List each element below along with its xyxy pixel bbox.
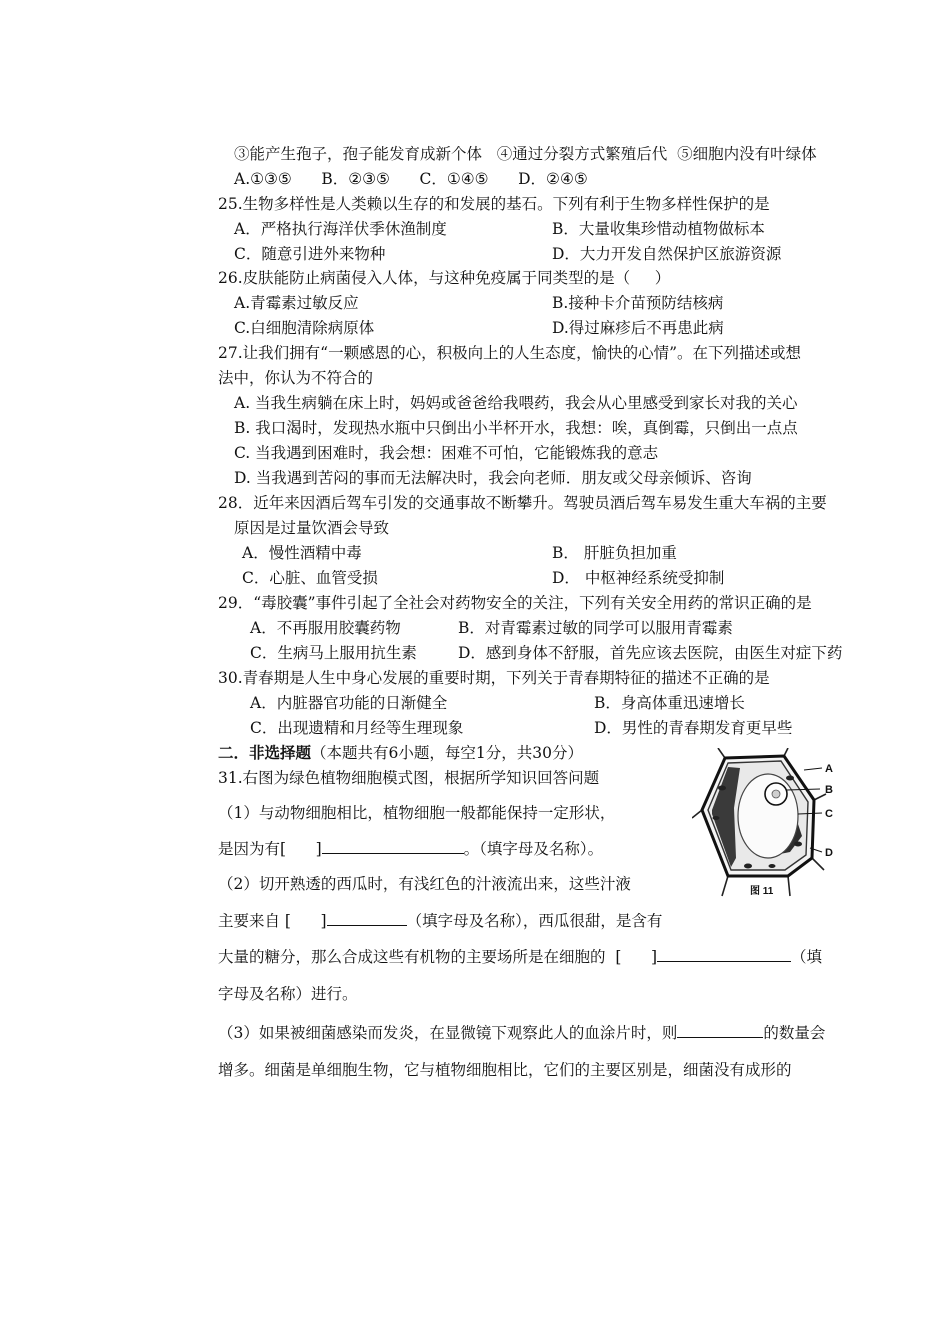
q28-option-b: B． 肝脏负担加重 (552, 544, 677, 562)
q25-option-a: A．严格执行海洋伏季休渔制度 (234, 220, 447, 238)
q31-part2-line2 (218, 910, 662, 931)
figure-label-c: C (825, 808, 833, 820)
q31-part1-line1: （1）与动物细胞相比，植物细胞一般都能保持一定形状， (218, 804, 616, 822)
q30-option-a: A．内脏器官功能的日渐健全 (250, 694, 448, 712)
q29-stem: 29．“毒胶囊”事件引起了全社会对药物安全的关注，下列有关安全用药的常识正确的是 (218, 594, 812, 612)
answer-blank-3[interactable] (657, 946, 791, 962)
q31-part2-line4: 字母及名称）进行。 (218, 985, 358, 1003)
section-2-heading (218, 743, 583, 763)
q31-part2-line1: （2）切开熟透的西瓜时，有浅红色的汁液流出来，这些汁液 (218, 875, 631, 893)
answer-blank-1[interactable] (322, 838, 464, 854)
section-2-title: 二．非选择题 (218, 743, 312, 762)
q31-part2-line3 (218, 946, 822, 967)
q26-option-b: B.接种卡介苗预防结核病 (552, 294, 724, 312)
q31-part3-end: 的数量会 (763, 1024, 826, 1042)
q26-option-a: A.青霉素过敏反应 (234, 294, 359, 312)
q27-option-c: C. 当我遇到困难时，我会想：困难不可怕，它能锻炼我的意志 (234, 444, 659, 462)
q25-stem: 25.生物多样性是人类赖以生存的和发展的基石。下列有利于生物多样性保护的是 (218, 195, 770, 213)
q27-option-b: B. 我口渴时，发现热水瓶中只倒出小半杯开水，我想：唉，真倒霉，只倒出一点点 (234, 419, 798, 437)
figure-label-b: B (825, 784, 833, 796)
q31-part1-prefix: 是因为有[ ] (218, 840, 322, 858)
q31-part2-line3-end: （填 (791, 948, 823, 966)
q24-options: A.①③⑤ B．②③⑤ C．①④⑤ D．②④⑤ (234, 170, 588, 188)
q29-option-c: C．生病马上服用抗生素 (250, 644, 417, 662)
answer-blank-4[interactable] (677, 1022, 763, 1038)
q30-option-c: C．出现遗精和月经等生理现象 (250, 719, 464, 737)
q31-part1-line2 (218, 838, 603, 859)
answer-blank-2[interactable] (327, 910, 407, 926)
q25-option-b: B．大量收集珍惜动植物做标本 (552, 220, 765, 238)
q31-part3-line2: 增多。细菌是单细胞生物，它与植物细胞相比，它们的主要区别是，细菌没有成形的 (218, 1061, 792, 1079)
q31-part1-suffix: 。（填字母及名称）。 (463, 840, 604, 858)
q28-stem-line2: 原因是过量饮酒会导致 (234, 519, 390, 537)
q26-option-d: D.得过麻疹后不再患此病 (552, 319, 724, 337)
figure-label-a: A (825, 763, 833, 775)
q31-part3-text: （3）如果被细菌感染而发炎，在显微镜下观察此人的血涂片时，则 (218, 1024, 678, 1042)
q29-option-a: A．不再服用胶囊药物 (250, 619, 401, 637)
q24-statement-line: ③能产生孢子，孢子能发育成新个体 ④通过分裂方式繁殖后代 ⑤细胞内没有叶绿体 (234, 145, 817, 163)
q31-stem: 31.右图为绿色植物细胞模式图，根据所学知识回答问题 (218, 769, 600, 787)
q30-stem: 30.青春期是人生中身心发展的重要时期，下列关于青春期特征的描述不正确的是 (218, 669, 770, 687)
q28-option-a: A．慢性酒精中毒 (242, 544, 362, 562)
q27-stem-line1: 27.让我们拥有“一颗感恩的心，积极向上的人生态度，愉快的心情”。在下列描述或想 (218, 344, 802, 362)
q28-stem-line1: 28．近年来因酒后驾车引发的交通事故不断攀升。驾驶员酒后驾车易发生重大车祸的主要 (218, 494, 827, 512)
q26-option-c: C.白细胞清除病原体 (234, 319, 375, 337)
q27-option-d: D. 当我遇到苦闷的事而无法解决时，我会向老师．朋友或父母亲倾诉、咨询 (234, 469, 752, 487)
q25-option-c: C．随意引进外来物种 (234, 245, 386, 263)
q31-part2-prefix: 主要来自 [ ] (218, 912, 327, 930)
q31-part3-line1 (218, 1022, 825, 1043)
q26-stem: 26.皮肤能防止病菌侵入人体，与这种免疫属于同类型的是（ ） (218, 269, 671, 287)
q25-option-d: D．大力开发自然保护区旅游资源 (552, 245, 782, 263)
q29-option-d: D．感到身体不舒服，首先应该去医院，由医生对症下药 (458, 644, 843, 662)
q31-part2-middle: （填字母及名称），西瓜很甜，是含有 (406, 912, 663, 930)
q28-option-d: D． 中枢神经系统受抑制 (552, 569, 725, 587)
plant-cell-diagram (692, 748, 858, 898)
q29-option-b: B．对青霉素过敏的同学可以服用青霉素 (458, 619, 733, 637)
q27-option-a: A. 当我生病躺在床上时，妈妈或爸爸给我喂药，我会从心里感受到家长对我的关心 (234, 394, 798, 412)
q28-option-c: C．心脏、血管受损 (242, 569, 378, 587)
figure-caption: 图 11 (750, 886, 774, 897)
section-2-note: （本题共有6小题，每空1分，共30分） (311, 744, 583, 762)
nucleolus (772, 790, 780, 798)
q30-option-b: B．身高体重迅速增长 (594, 694, 745, 712)
q27-stem-line2: 法中，你认为不符合的 (218, 369, 374, 387)
q30-option-d: D．男性的青春期发育更早些 (594, 719, 793, 737)
figure-label-d: D (825, 847, 833, 859)
q31-part2-line3-text: 大量的糖分，那么合成这些有机物的主要场所是在细胞的 [ ] (218, 948, 658, 966)
